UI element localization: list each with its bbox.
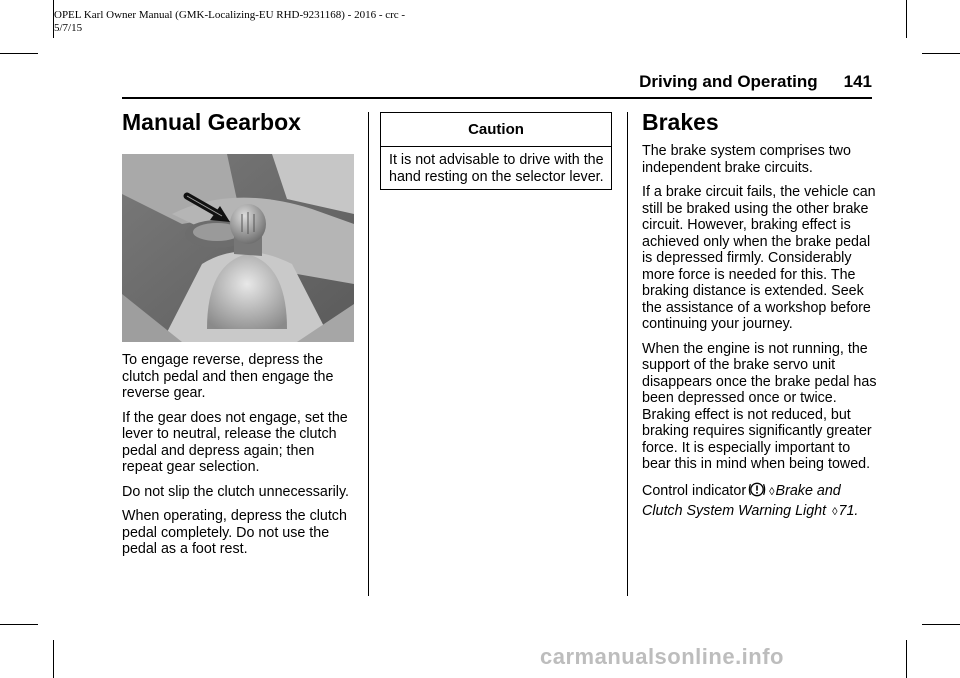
reference-arrow-icon: ◊ [832,505,838,518]
paragraph: If a brake circuit fails, the vehicle can still be braked using the other brake circuit. However, braking effect is achieved only when the brake pedal is depressed firmly. Considerably more force is needed for this. The braking distance is extended. Seek the assistance of a workshop before continuing your journey. [642,184,876,332]
crop-mark [922,624,960,625]
manual-gearbox-heading: Manual Gearbox [122,109,301,135]
gear-lever-photo [122,154,354,342]
cross-reference-link[interactable]: Brake and Clutch System Warning Light [642,482,841,519]
section-title: Driving and Operating [639,72,818,91]
watermark: carmanualsonline.info [540,644,784,669]
manual-gearbox-section [122,108,358,566]
caution-box [380,112,612,190]
paragraph: The brake system comprises two independent brake circuits. [642,143,851,176]
page-number: 141 [843,72,872,91]
caution-text: It is not advisable to drive with the hand resting on the selector lever. [389,152,604,185]
running-header [639,72,872,92]
header-rule [122,97,872,99]
paragraph: If the gear does not engage, set the lever to neutral, release the clutch pedal and depress again; then repeat gear selection. [122,409,348,475]
brake-warning-icon [748,481,766,498]
paragraph: To engage reverse, depress the clutch pedal and then engage the reverse gear. [122,352,334,401]
column-divider [368,112,369,596]
control-indicator-line [642,481,878,522]
crop-mark [0,53,38,54]
reference-arrow-icon: ◊ [769,485,775,498]
paragraph: Do not slip the clutch unnecessarily. [122,483,350,500]
paragraph: When the engine is not running, the support of the brake servo unit disappears once the brake pedal has been depressed once or twice. Braking effect is not reduced, but braking requires significantly greater force. It is especially important to bear this in mind when being towed. [642,340,877,472]
crop-mark [906,0,907,38]
meta-line-2: 5/7/15 [54,22,83,34]
column-divider [627,112,628,596]
crop-mark [0,624,38,625]
sentence-period: . [854,502,859,519]
meta-line-1: OPEL Karl Owner Manual (GMK-Localizing-EU RHD-9231168) - 2016 - crc - [54,9,406,21]
crop-mark [53,640,54,678]
crop-mark [922,53,960,54]
paragraph: When operating, depress the clutch pedal completely. Do not use the pedal as a foot rest. [122,508,347,557]
crop-mark [906,640,907,678]
caution-title: Caution [381,113,611,147]
document-meta [54,9,405,35]
cross-reference-page[interactable]: 71 [838,502,855,519]
brakes-heading: Brakes [642,109,719,135]
brakes-section [642,108,878,530]
control-indicator-label: Control indicator [642,482,747,499]
